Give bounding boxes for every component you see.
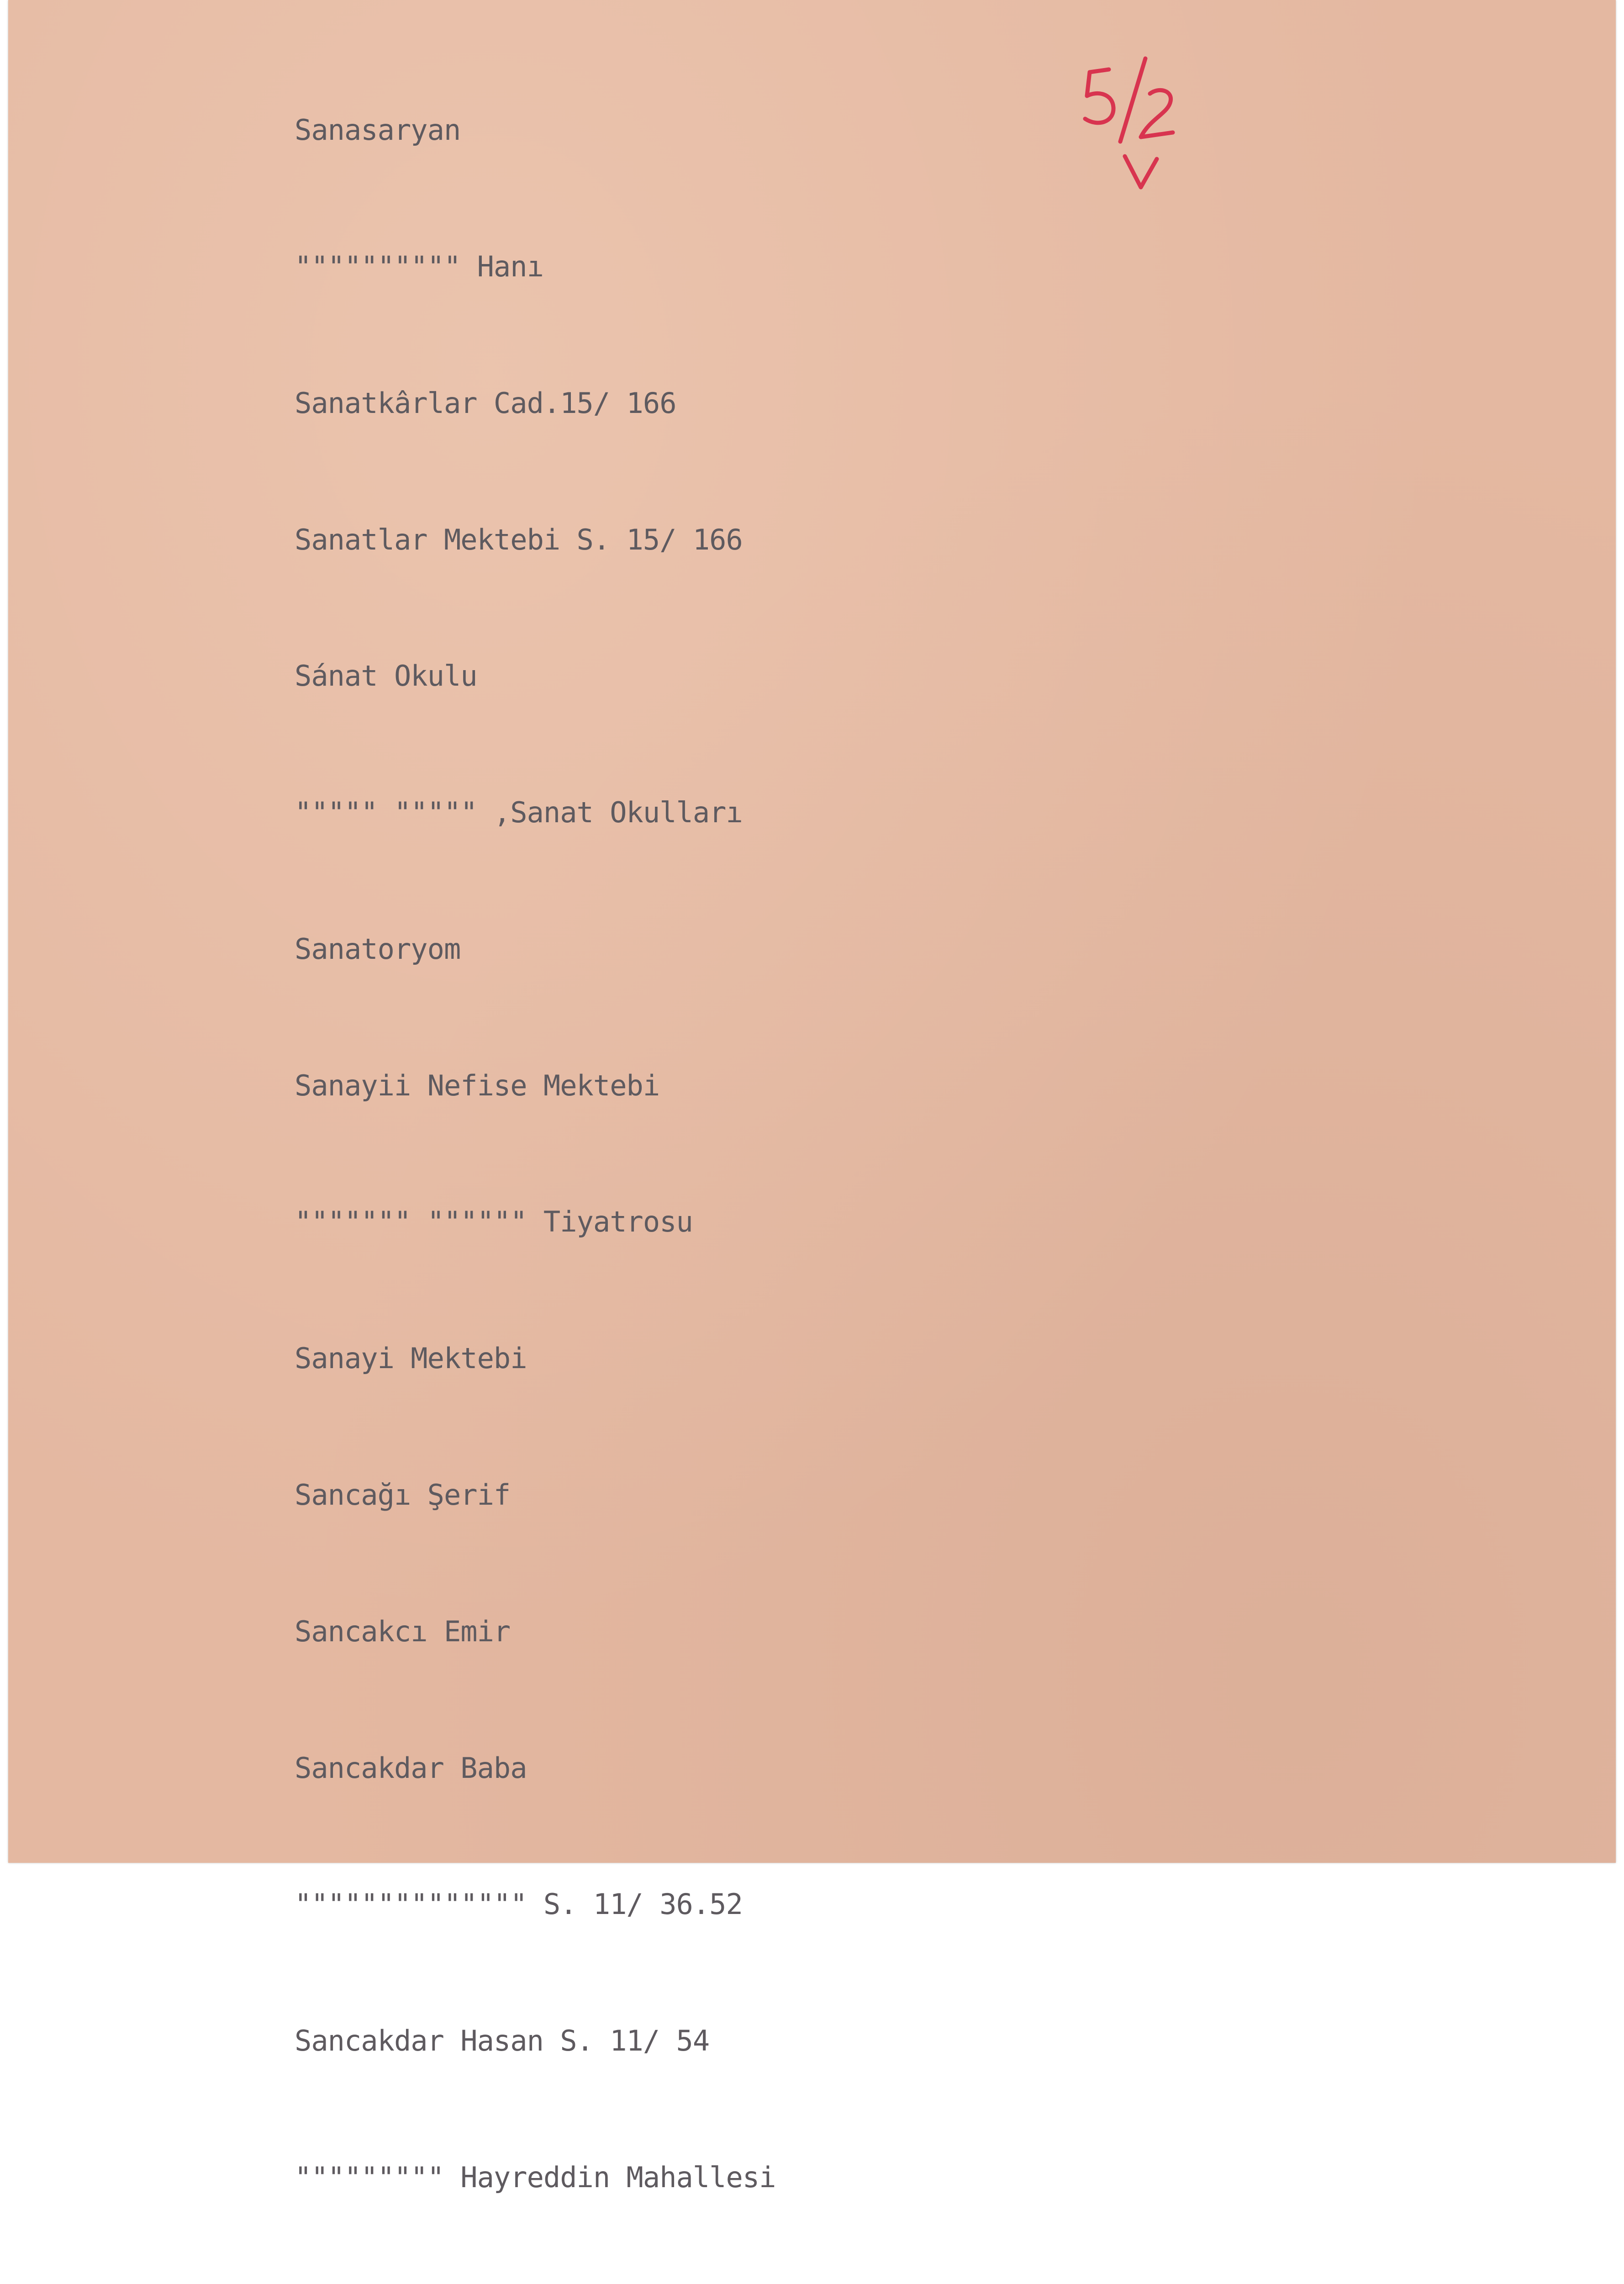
index-line: Sánat Okulu [295,659,477,693]
index-line: Sanasaryan [295,113,461,147]
index-line: """""""""""""" S. 11/ 36.52 [295,1887,743,1921]
index-line: Sanatlar Mektebi S. 15/ 166 [295,523,743,556]
index-line: """"""" """""" Tiyatrosu [295,1205,693,1239]
index-line: """""""""" Hanı [295,249,543,283]
typed-index-list [295,16,792,2284]
index-line: Sanayi Mektebi [295,1342,527,1375]
handwritten-annotation [1077,50,1186,196]
index-line: Sanayii Nefise Mektebi [295,1068,660,1102]
arrow-down-icon [1125,156,1157,187]
index-line: """"""""" Hayreddin Mahallesi [295,2160,776,2194]
index-line: Sancakdar Hasan S. 11/ 54 [295,2024,710,2058]
annotation-slash [1120,58,1145,142]
annotation-digit-5 [1085,69,1113,123]
index-line: """"" """"" ,Sanat Okulları [295,796,743,830]
index-line: Sanatoryom [295,932,461,966]
annotation-digit-2 [1141,90,1173,137]
index-line: Sancakcı Emir [295,1614,511,1648]
paper-sheet [8,0,1616,2194]
index-line: Sanatkârlar Cad.15/ 166 [295,386,676,420]
index-line: Sancağı Şerif [295,1478,511,1512]
index-line: Sancakdar Baba [295,1751,527,1785]
